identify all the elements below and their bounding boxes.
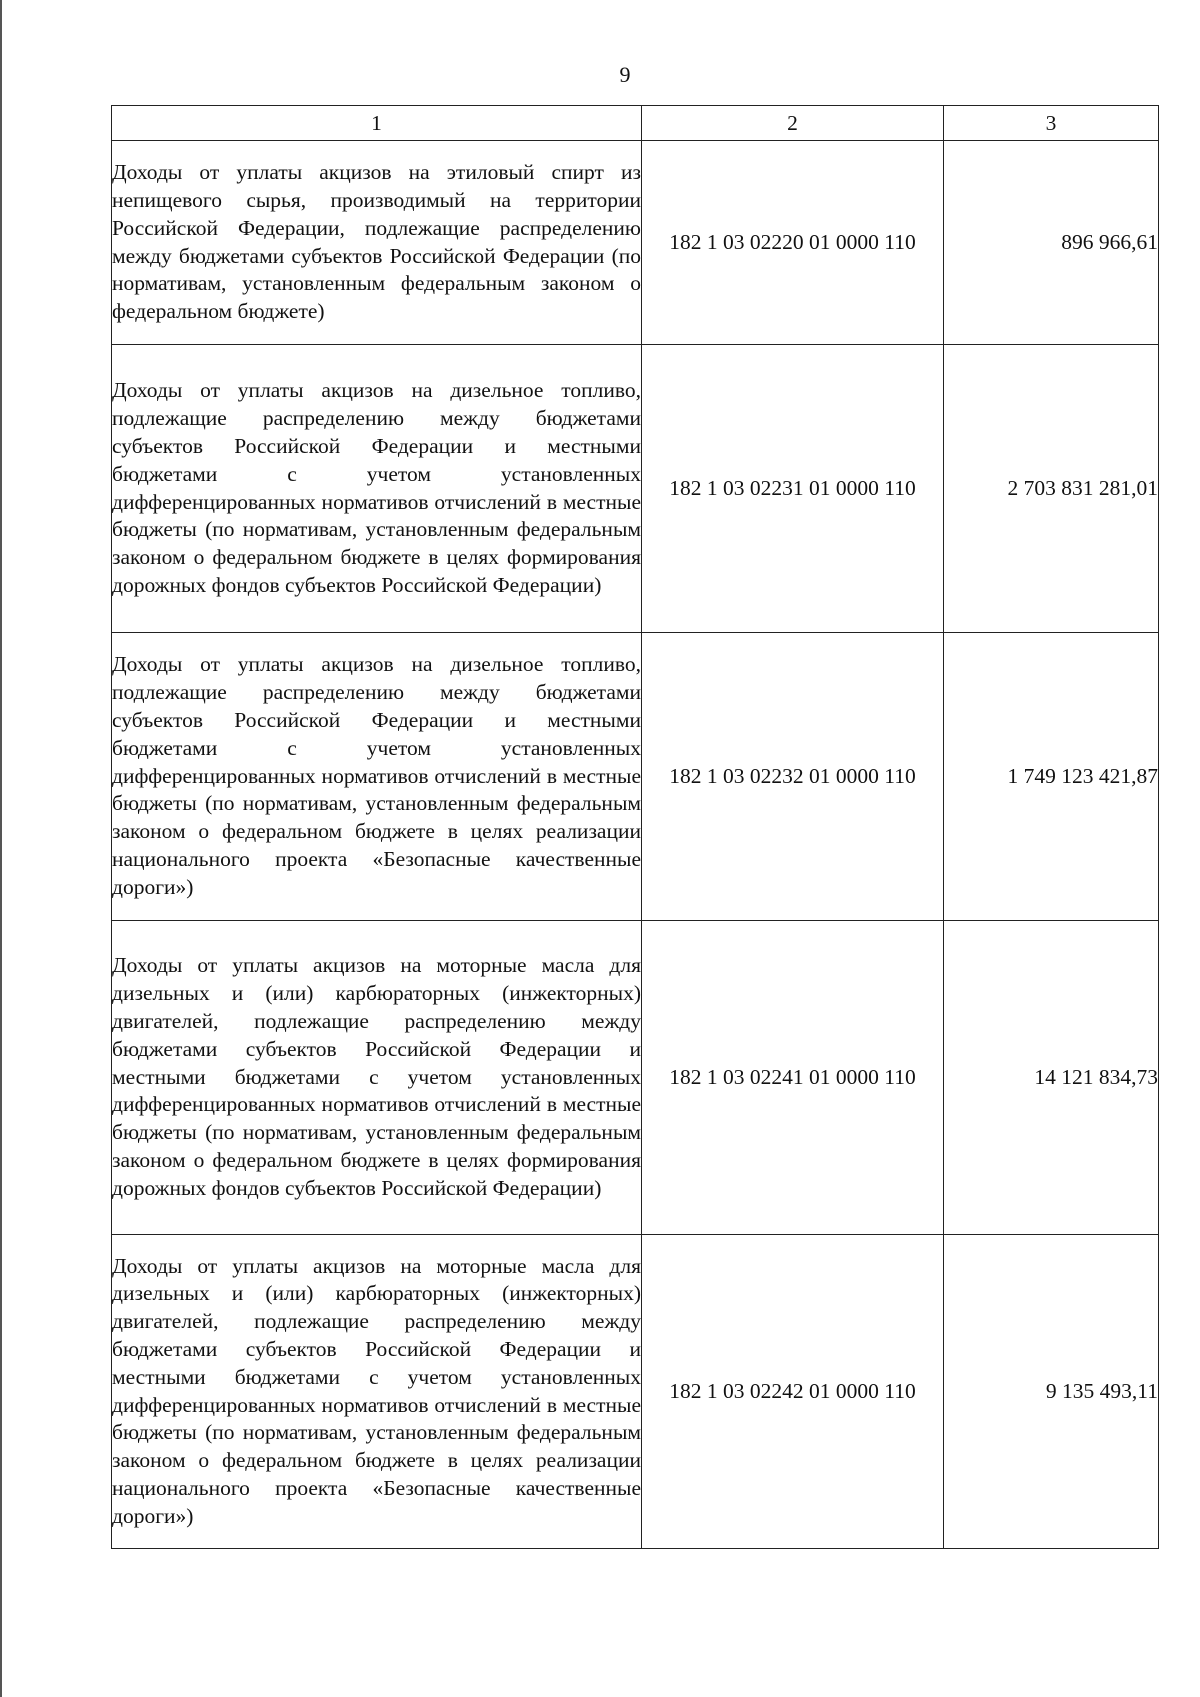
column-header-2: 2: [642, 106, 944, 141]
scan-edge-line: [0, 0, 2, 1697]
income-amount: 896 966,61: [944, 141, 1159, 345]
income-description: Доходы от уплаты акцизов на моторные масла для дизельных и (или) карбюраторных (инжекторных) двигателей, подлежащие распределению между бюджетами субъектов Российской Федерации и местными бюджетами с учетом установленных дифференцированных нормативов отчислений в местные бюджеты (по нормативам, установленным федеральным законом о федеральном бюджете в целях формирования дорожных фондов субъектов Российской Федерации): [112, 921, 642, 1235]
column-header-3: 3: [944, 106, 1159, 141]
budget-classification-code: 182 1 03 02231 01 0000 110: [642, 345, 944, 633]
income-description: Доходы от уплаты акцизов на моторные масла для дизельных и (или) карбюраторных (инжекторных) двигателей, подлежащие распределению между бюджетами субъектов Российской Федерации и местными бюджетами с учетом установленных дифференцированных нормативов отчислений в местные бюджеты (по нормативам, установленным федеральным законом о федеральном бюджете в целях реализации национального проекта «Безопасные качественные дороги»): [112, 1235, 642, 1549]
budget-classification-code: 182 1 03 02242 01 0000 110: [642, 1235, 944, 1549]
income-amount: 1 749 123 421,87: [944, 633, 1159, 921]
budget-classification-code: 182 1 03 02220 01 0000 110: [642, 141, 944, 345]
table-row: [112, 141, 1159, 345]
income-description: Доходы от уплаты акцизов на дизельное топливо, подлежащие распределению между бюджетами субъектов Российской Федерации и местными бюджетами с учетом установленных дифференцированных нормативов отчислений в местные бюджеты (по нормативам, установленным федеральным законом о федеральном бюджете в целях реализации национального проекта «Безопасные качественные дороги»): [112, 633, 642, 921]
column-header-1: 1: [112, 106, 642, 141]
income-description: Доходы от уплаты акцизов на дизельное топливо, подлежащие распределению между бюджетами субъектов Российской Федерации и местными бюджетами с учетом установленных дифференцированных нормативов отчислений в местные бюджеты (по нормативам, установленным федеральным законом о федеральном бюджете в целях формирования дорожных фондов субъектов Российской Федерации): [112, 345, 642, 633]
income-amount: 2 703 831 281,01: [944, 345, 1159, 633]
table-row: [112, 1235, 1159, 1549]
income-description: Доходы от уплаты акцизов на этиловый спирт из непищевого сырья, производимый на территории Российской Федерации, подлежащие распределению между бюджетами субъектов Российской Федерации (по нормативам, установленным федеральным законом о федеральном бюджете): [112, 141, 642, 345]
table-row: [112, 633, 1159, 921]
income-amount: 14 121 834,73: [944, 921, 1159, 1235]
table-row: [112, 345, 1159, 633]
table-header-row: [112, 106, 1159, 141]
income-amount: 9 135 493,11: [944, 1235, 1159, 1549]
revenue-table: [111, 105, 1159, 1549]
budget-classification-code: 182 1 03 02241 01 0000 110: [642, 921, 944, 1235]
page-number: 9: [619, 62, 631, 87]
budget-classification-code: 182 1 03 02232 01 0000 110: [642, 633, 944, 921]
table-row: [112, 921, 1159, 1235]
